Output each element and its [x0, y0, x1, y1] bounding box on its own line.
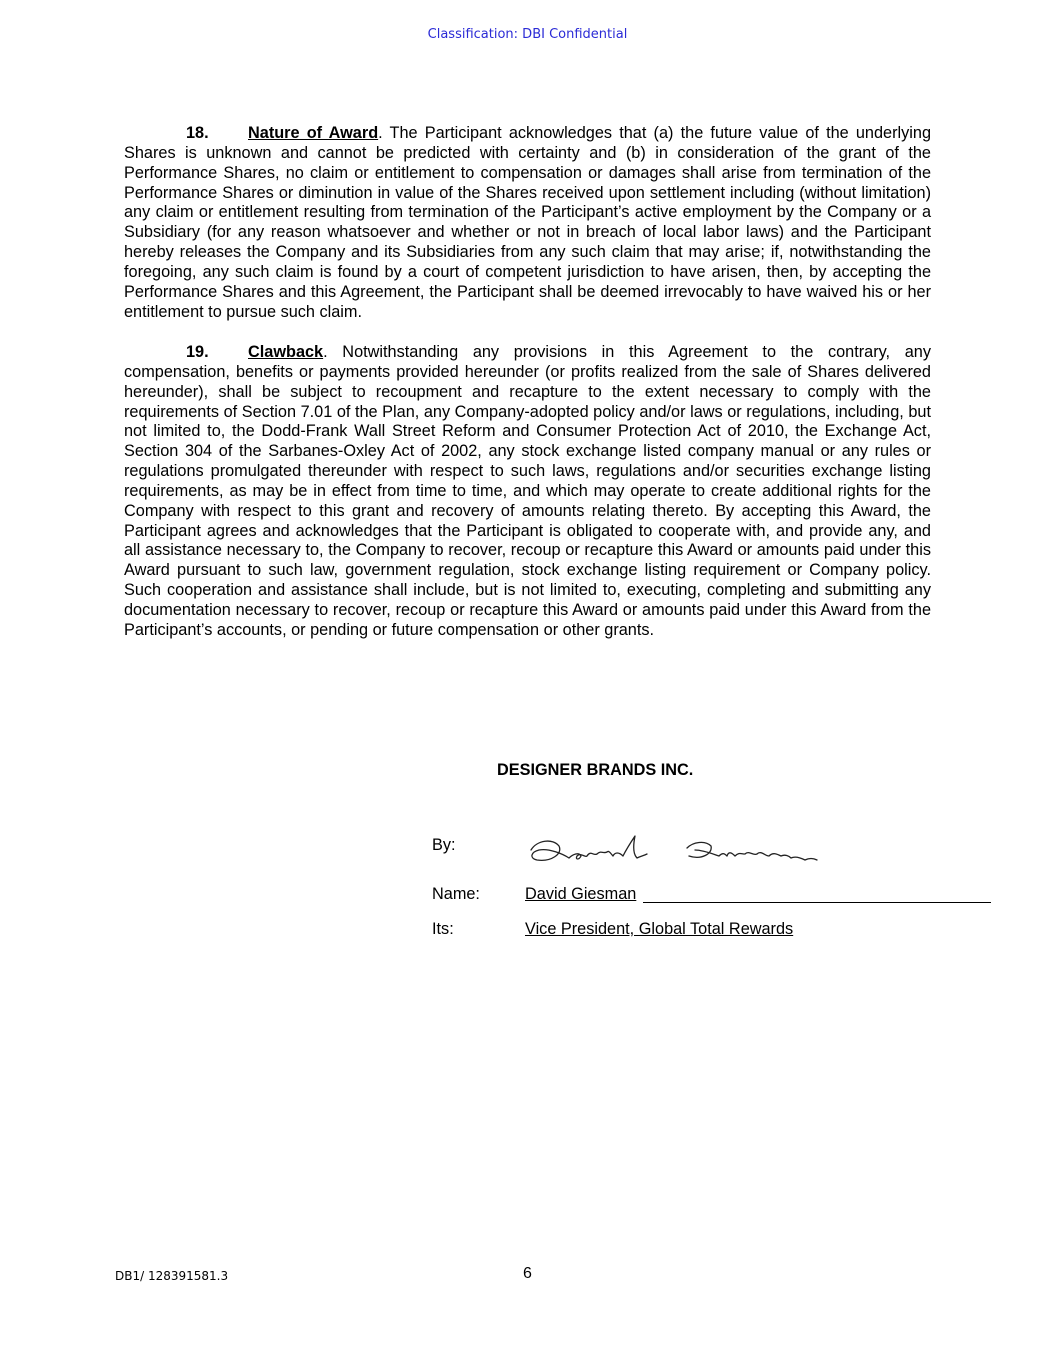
section-18	[124, 124, 931, 322]
section-body: . The Participant acknowledges that (a) the future value of the underlying Shares is unknown and cannot be predicted with certainty and (b) in consideration of the grant of the Performance Shares, no claim or entitlement to compensation or damages shall arise from termination of the Performance Shares or diminution in value of the Shares received upon settlement including (without limitation) any claim or entitlement resulting from termination of the Participant’s active employment by the Company or a Subsidiary (for any reason whatsoever and whether or not in breach of local labor laws) and the Participant hereby releases the Company and its Subsidiaries from any such claim that may arise; if, notwithstanding the foregoing, any such claim is found by a court of competent jurisdiction to have arisen, then, by accepting the Performance Shares and this Agreement, the Participant shall be deemed irrevocably to have waived his or her entitlement to pursue such claim.	[124, 124, 931, 321]
name-signature-line	[643, 902, 991, 903]
section-19	[124, 343, 931, 641]
section-number: 18.	[186, 124, 209, 142]
handwritten-signature	[523, 828, 823, 872]
page-number: 6	[523, 1265, 532, 1282]
name-label: Name:	[432, 885, 480, 903]
name-value: David Giesman	[525, 885, 637, 903]
section-heading: Clawback	[248, 343, 324, 361]
document-id: DB1/ 128391581.3	[115, 1269, 229, 1283]
section-number: 19.	[186, 343, 209, 361]
company-name: DESIGNER BRANDS INC.	[497, 761, 694, 779]
classification-label: Classification: DBI Confidential	[427, 27, 628, 42]
its-label: Its:	[432, 920, 454, 938]
section-heading: Nature of Award	[248, 124, 379, 142]
by-label: By:	[432, 836, 456, 854]
its-value: Vice President, Global Total Rewards	[525, 920, 794, 938]
section-body: . Notwithstanding any provisions in this Agreement to the contrary, any compensation, benefits or payments provided hereunder (or profits realized from the sale of Shares delivered hereunder), shall be subject to recoupment and recapture to the extent necessary to comply with the requirements of Section 7.01 of the Plan, any Company-adopted policy and/or laws or regulations, including, but not limited to, the Dodd-Frank Wall Street Reform and Consumer Protection Act of 2010, the Exchange Act, Section 304 of the Sarbanes-Oxley Act of 2002, any stock exchange listed company manual or any rules or regulations promulgated thereunder with respect to such laws, regulations and/or securities exchange listing requirements, as may be in effect from time to time, and which may operate to create additional rights for the Company with respect to this grant and recovery of amounts relating thereto. By accepting this Award, the Participant agrees and acknowledges that the Participant is obligated to cooperate with, and provide any, and all assistance necessary to, the Company to recover, recoup or recapture this Award or amounts paid under this Award pursuant to such law, government regulation, stock exchange listing requirement or Company policy. Such cooperation and assistance shall include, but is not limited to, executing, completing and submitting any documentation necessary to recover, recoup or recapture this Award or amounts paid under this Award from the Participant’s accounts, or pending or future compensation or other grants.	[124, 343, 931, 639]
